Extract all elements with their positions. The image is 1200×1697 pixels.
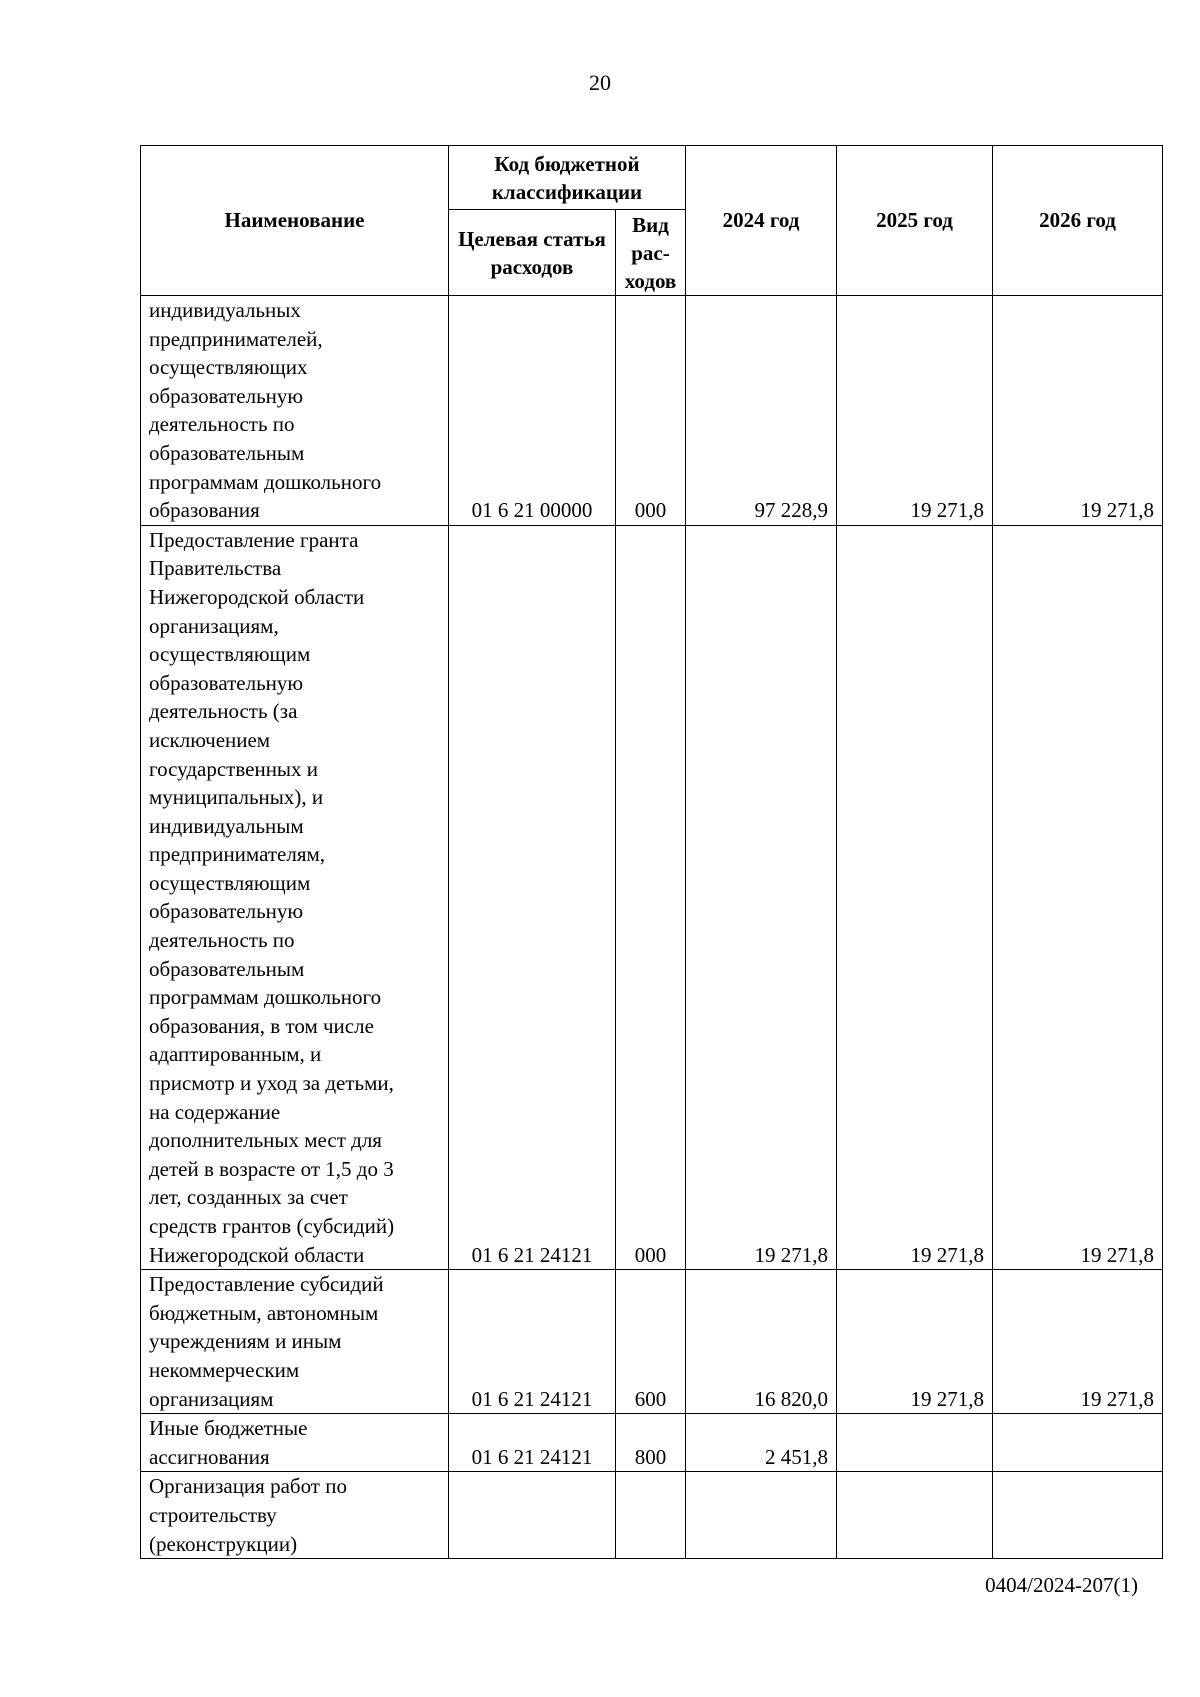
row-expense-type: 600 <box>616 1270 686 1414</box>
table-row <box>141 296 1163 526</box>
page-number: 20 <box>589 70 611 95</box>
row-name: индивидуальных предпринимателей, осуществляющих образовательную деятельность по образовательным программам дошкольного образования <box>141 296 449 526</box>
row-value-2026 <box>993 1414 1163 1472</box>
row-name: Иные бюджетные ассигнования <box>141 1414 449 1472</box>
row-name: Организация работ по строительству (реконструкции) <box>141 1472 449 1559</box>
table-row <box>141 1472 1163 1559</box>
row-value-2025: 19 271,8 <box>837 525 993 1269</box>
row-name: Предоставление субсидий бюджетным, автономным учреждениям и иным некоммерческим организациям <box>141 1270 449 1414</box>
row-target-article: 01 6 21 24121 <box>449 525 616 1269</box>
row-expense-type: 000 <box>616 296 686 526</box>
table-header <box>141 146 1163 296</box>
header-year-2024: 2024 год <box>686 146 837 296</box>
row-expense-type: 800 <box>616 1414 686 1472</box>
row-value-2024: 2 451,8 <box>686 1414 837 1472</box>
row-target-article: 01 6 21 24121 <box>449 1414 616 1472</box>
table-row <box>141 1414 1163 1472</box>
row-target-article <box>449 1472 616 1559</box>
header-code-group: Код бюджетной классификации <box>449 146 686 210</box>
row-value-2025: 19 271,8 <box>837 296 993 526</box>
row-value-2025: 19 271,8 <box>837 1270 993 1414</box>
table-row <box>141 1270 1163 1414</box>
header-name: Наименование <box>141 146 449 296</box>
row-value-2024: 19 271,8 <box>686 525 837 1269</box>
row-value-2025 <box>837 1414 993 1472</box>
header-expense-type: Вид рас-ходов <box>616 210 686 296</box>
row-expense-type <box>616 1472 686 1559</box>
row-value-2026 <box>993 1472 1163 1559</box>
row-value-2024: 97 228,9 <box>686 296 837 526</box>
row-value-2026: 19 271,8 <box>993 1270 1163 1414</box>
row-value-2024: 16 820,0 <box>686 1270 837 1414</box>
row-value-2026: 19 271,8 <box>993 296 1163 526</box>
row-value-2024 <box>686 1472 837 1559</box>
row-target-article: 01 6 21 24121 <box>449 1270 616 1414</box>
row-name: Предоставление гранта Правительства Нижегородской области организациям, осуществляющим образовательную деятельность (за исключением государственных и муниципальных), и индивидуальным предпринимателям, осуществляющим образовательную деятельность по образовательным программам дошкольного образования, в том числе адаптированным, и присмотр и уход за детьми, на содержание дополнительных мест для детей в возрасте от 1,5 до 3 лет, созданных за счет средств грантов (субсидий) Нижегородской области <box>141 525 449 1269</box>
document-code: 0404/2024-207(1) <box>985 1573 1138 1597</box>
header-year-2025: 2025 год <box>837 146 993 296</box>
row-value-2026: 19 271,8 <box>993 525 1163 1269</box>
budget-table <box>140 145 1163 1559</box>
row-expense-type: 000 <box>616 525 686 1269</box>
table-row <box>141 525 1163 1269</box>
row-target-article: 01 6 21 00000 <box>449 296 616 526</box>
row-value-2025 <box>837 1472 993 1559</box>
header-target-article: Целевая статья расходов <box>449 210 616 296</box>
header-year-2026: 2026 год <box>993 146 1163 296</box>
